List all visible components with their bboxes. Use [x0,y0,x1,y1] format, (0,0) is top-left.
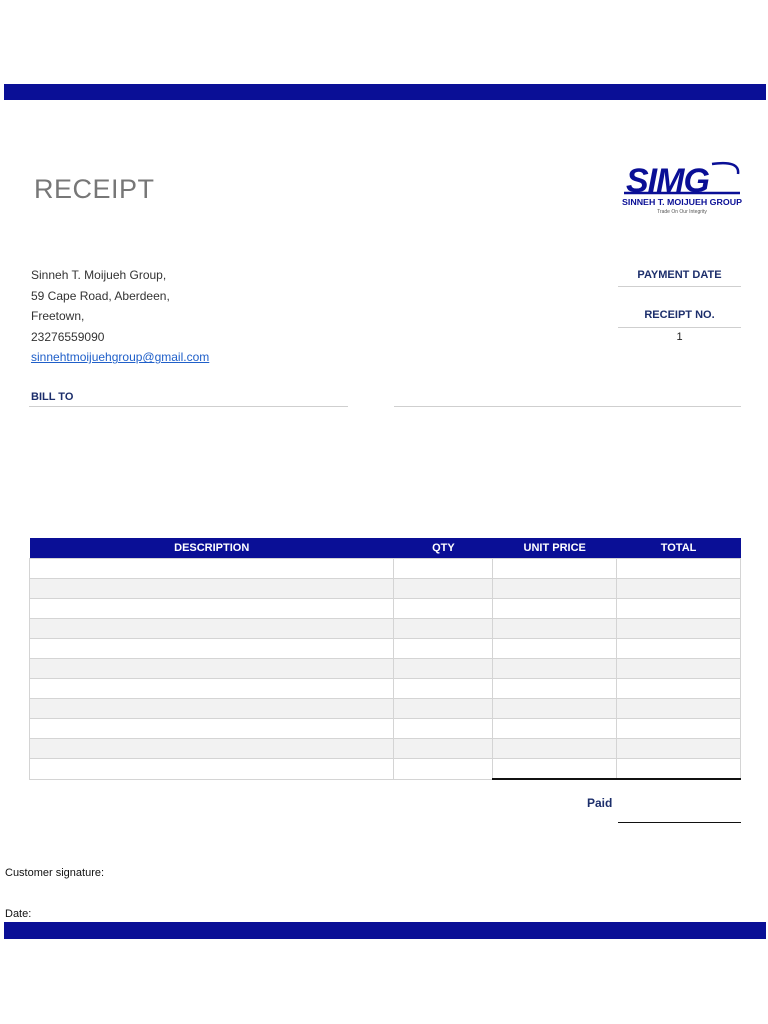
table-row [30,639,741,659]
cell-qty[interactable] [394,759,493,780]
cell-qty[interactable] [394,639,493,659]
table-row [30,719,741,739]
receipt-no-value[interactable]: 1 [676,331,683,343]
cell-unit-price[interactable] [493,579,617,599]
company-phone: 23276559090 [31,329,105,344]
bill-to-label: BILL TO [31,391,74,403]
cell-unit-price[interactable] [493,759,617,780]
cell-qty[interactable] [394,659,493,679]
cell-total[interactable] [617,579,741,599]
cell-description[interactable] [30,739,394,759]
cell-qty[interactable] [394,559,493,579]
payment-date-label: PAYMENT DATE [637,269,722,281]
footer-band [4,922,766,939]
cell-total[interactable] [617,659,741,679]
ship-to-rule [394,406,741,407]
table-row [30,659,741,679]
cell-description[interactable] [30,619,394,639]
company-logo [620,156,744,216]
cell-unit-price[interactable] [493,599,617,619]
table-row [30,739,741,759]
company-email-link[interactable]: sinnehtmoijuehgroup@gmail.com [31,350,210,365]
cell-qty[interactable] [394,719,493,739]
items-table-body [30,559,741,780]
table-row [30,599,741,619]
page-title: RECEIPT [34,174,155,204]
receipt-no-label: RECEIPT NO. [644,309,715,321]
logo-mark: SIMG [626,162,709,200]
cell-unit-price[interactable] [493,739,617,759]
cell-qty[interactable] [394,619,493,639]
cell-qty[interactable] [394,699,493,719]
cell-qty[interactable] [394,599,493,619]
cell-description[interactable] [30,559,394,579]
cell-qty[interactable] [394,579,493,599]
paid-label: Paid [587,796,613,810]
company-address-block [31,265,209,368]
cell-qty[interactable] [394,679,493,699]
column-header-description: DESCRIPTION [30,538,394,559]
cell-unit-price[interactable] [493,699,617,719]
cell-qty[interactable] [394,739,493,759]
cell-description[interactable] [30,679,394,699]
column-header-total: TOTAL [617,538,741,559]
receipt-no-rule [618,327,741,328]
date-label: Date: [5,908,32,920]
logo-tagline: Trade On Our Integrity [657,209,707,215]
customer-signature-label: Customer signature: [5,867,105,879]
payment-date-rule [618,286,741,287]
table-row [30,619,741,639]
cell-total[interactable] [617,559,741,579]
column-header-qty: QTY [394,538,493,559]
cell-unit-price[interactable] [493,659,617,679]
company-address-line1: 59 Cape Road, Aberdeen, [31,288,170,303]
table-row [30,559,741,579]
cell-description[interactable] [30,759,394,780]
cell-description[interactable] [30,699,394,719]
cell-unit-price[interactable] [493,619,617,639]
paid-amount-line [618,822,741,823]
cell-description[interactable] [30,719,394,739]
cell-unit-price[interactable] [493,679,617,699]
cell-total[interactable] [617,739,741,759]
cell-total[interactable] [617,699,741,719]
cell-description[interactable] [30,639,394,659]
cell-total[interactable] [617,719,741,739]
cell-unit-price[interactable] [493,559,617,579]
company-address-line2: Freetown, [31,309,85,324]
company-name: Sinneh T. Moijueh Group, [31,268,167,282]
cell-unit-price[interactable] [493,639,617,659]
items-table-header [30,538,741,559]
cell-total[interactable] [617,679,741,699]
cell-total[interactable] [617,639,741,659]
cell-unit-price[interactable] [493,719,617,739]
column-header-unit-price: UNIT PRICE [493,538,617,559]
cell-description[interactable] [30,659,394,679]
header-band [4,84,766,100]
cell-total[interactable] [617,599,741,619]
table-row [30,679,741,699]
items-table [29,538,741,780]
cell-description[interactable] [30,579,394,599]
table-row [30,759,741,780]
table-row [30,579,741,599]
cell-description[interactable] [30,599,394,619]
cell-total[interactable] [617,759,741,780]
logo-name: SINNEH T. MOIJUEH GROUP [622,198,743,207]
table-row [30,699,741,719]
bill-to-rule [29,406,348,407]
cell-total[interactable] [617,619,741,639]
